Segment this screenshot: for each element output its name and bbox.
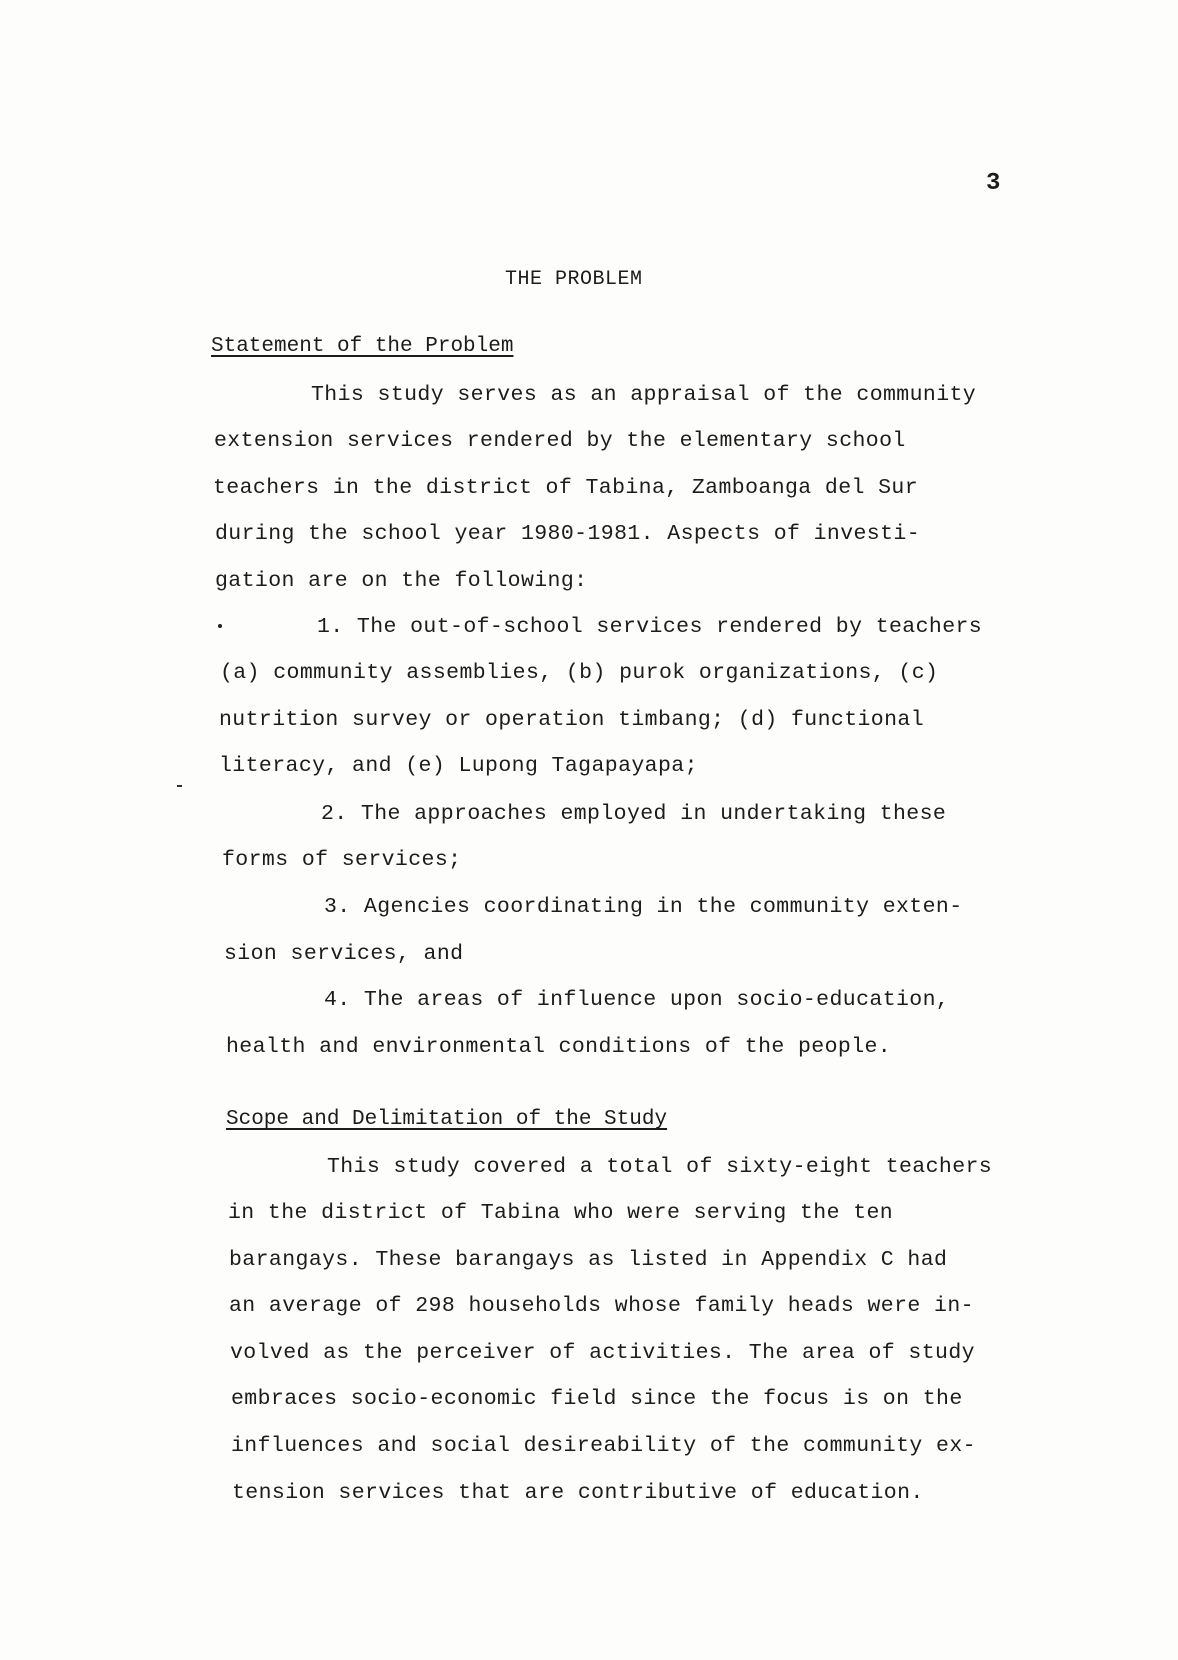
page-number: 3 [986, 170, 1001, 197]
paragraph-line: in the district of Tabina who were serving the ten [228, 1201, 894, 1225]
margin-mark [177, 785, 182, 787]
section-heading-scope: Scope and Delimitation of the Study [226, 1108, 668, 1131]
paragraph-line: during the school year 1980-1981. Aspects of investi- [215, 522, 921, 546]
list-item-line: health and environmental conditions of the people. [226, 1035, 892, 1059]
list-item-line: 4. The areas of influence upon socio-education, [324, 988, 950, 1012]
list-item-line: 1. The out-of-school services rendered by teachers [317, 615, 983, 639]
paragraph-line: This study covered a total of sixty-eight teachers [327, 1155, 993, 1179]
list-item-line: nutrition survey or operation timbang; (d) functional [219, 708, 925, 732]
paragraph-line: This study serves as an appraisal of the community [311, 383, 977, 407]
paragraph-line: volved as the perceiver of activities. The area of study [230, 1341, 975, 1365]
paragraph-line: tension services that are contributive of education. [232, 1481, 924, 1505]
list-item-line: 3. Agencies coordinating in the community exten- [324, 895, 963, 919]
list-item-line: 2. The approaches employed in undertaking these [321, 802, 947, 826]
paragraph-line: embraces socio-economic field since the focus is on the [231, 1387, 963, 1411]
list-item-line: forms of services; [222, 848, 462, 872]
list-item-line: (a) community assemblies, (b) purok organizations, (c) [220, 661, 939, 685]
section-heading-statement: Statement of the Problem [211, 335, 514, 358]
paragraph-line: teachers in the district of Tabina, Zamboanga del Sur [213, 476, 919, 500]
stray-mark [218, 624, 222, 628]
chapter-title: THE PROBLEM [505, 268, 643, 291]
list-item-line: literacy, and (e) Lupong Tagapayapa; [219, 754, 698, 778]
paragraph-line: extension services rendered by the elementary school [214, 429, 906, 453]
list-item-line: sion services, and [224, 942, 464, 966]
paragraph-line: gation are on the following: [215, 569, 588, 593]
paragraph-line: influences and social desireability of the community ex- [231, 1434, 976, 1458]
paragraph-line: an average of 298 households whose family heads were in- [229, 1294, 974, 1318]
paragraph-line: barangays. These barangays as listed in Appendix C had [229, 1248, 948, 1272]
